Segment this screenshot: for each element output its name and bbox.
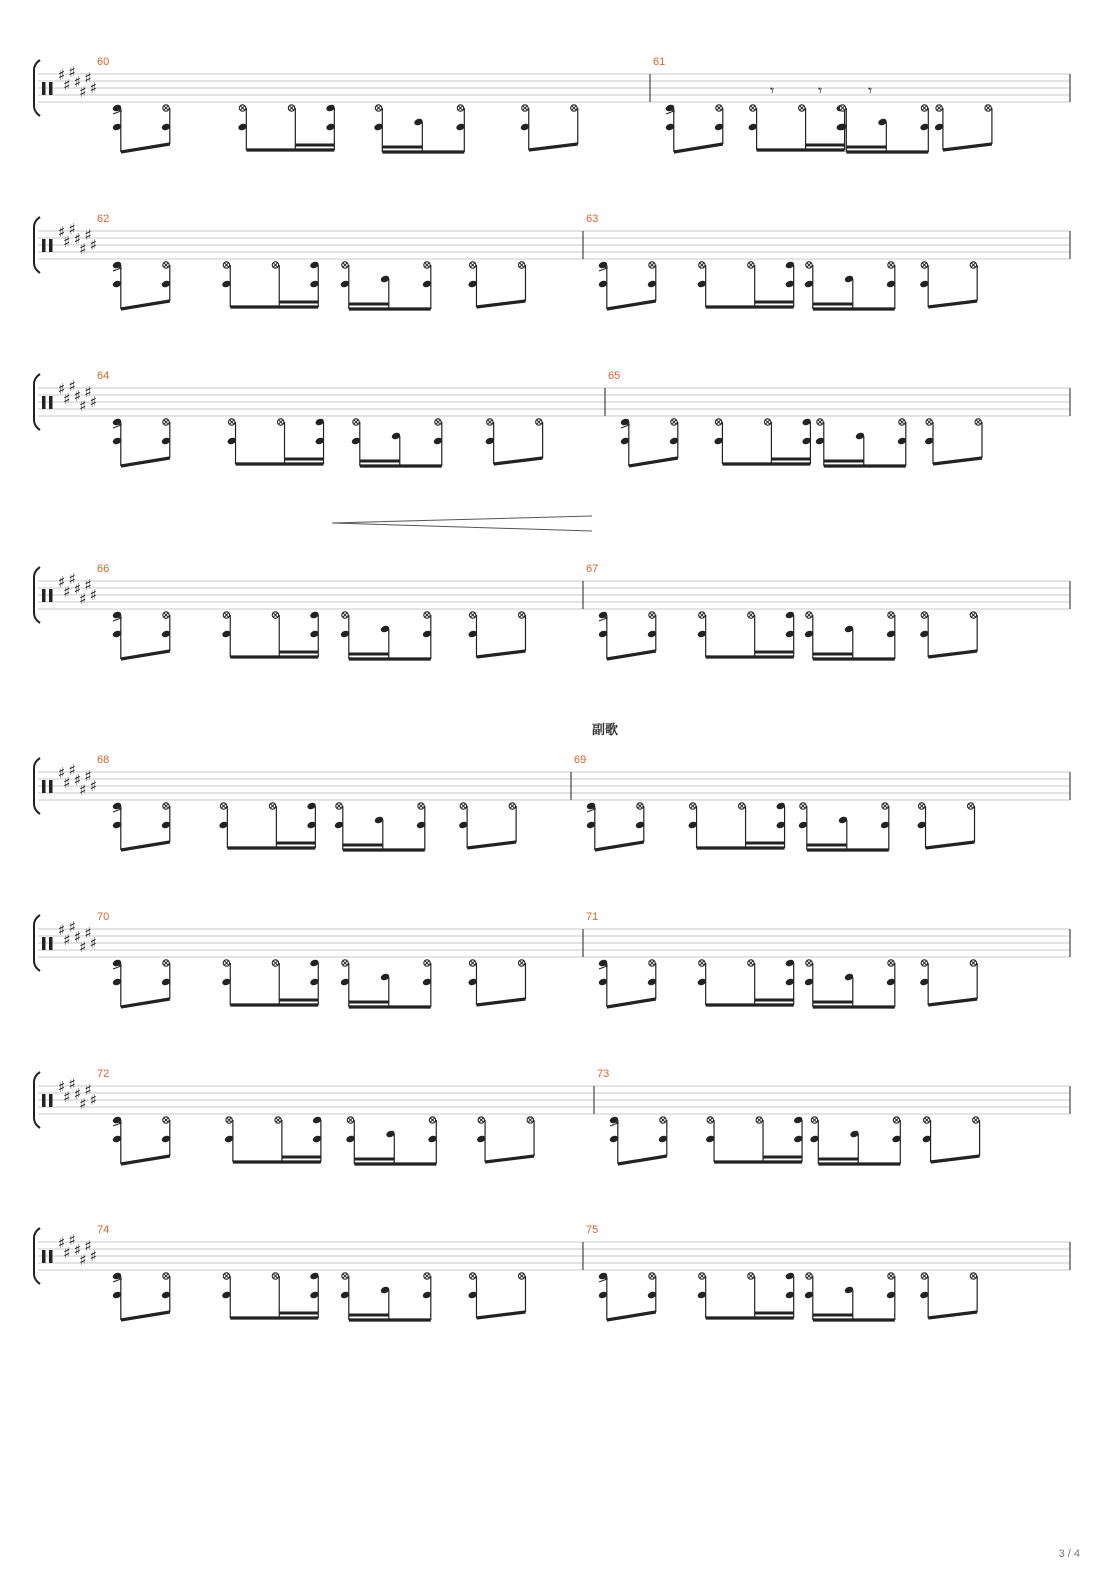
- beat-group: [804, 1273, 896, 1320]
- beam: [607, 651, 656, 659]
- system-7: [34, 1068, 1070, 1164]
- measure-number: 75: [586, 1224, 599, 1236]
- measure-number: 62: [97, 213, 110, 225]
- beat-group: [713, 418, 811, 464]
- system-1: [34, 56, 1070, 152]
- percussion-clef: [42, 82, 46, 95]
- sharp-sign: ♯: [63, 76, 71, 94]
- beam: [529, 144, 578, 150]
- beat-group: [815, 419, 907, 466]
- system-2: [34, 213, 1070, 309]
- beam: [485, 1156, 534, 1162]
- measure-number: 71: [586, 911, 599, 923]
- beat-group: [112, 104, 171, 152]
- beam: [467, 842, 516, 848]
- beam: [933, 458, 982, 464]
- sharp-sign: ♯: [63, 233, 71, 251]
- sharp-sign: ♯: [89, 934, 98, 952]
- beam: [607, 1312, 656, 1320]
- sharp-sign: ♯: [89, 1091, 98, 1109]
- beam: [618, 1156, 667, 1164]
- sharp-sign: ♯: [89, 79, 98, 97]
- sharp-sign: ♯: [58, 764, 66, 782]
- measure-number: 74: [97, 1224, 110, 1236]
- sharp-sign: ♯: [73, 928, 82, 946]
- percussion-clef: [42, 1250, 46, 1263]
- beam: [926, 842, 975, 848]
- sharp-sign: ♯: [68, 63, 76, 81]
- sharp-sign: ♯: [89, 777, 98, 795]
- beat-group: [237, 104, 335, 150]
- beat-group: [485, 419, 543, 464]
- sharp-sign: ♯: [63, 1088, 71, 1106]
- sharp-sign: ♯: [63, 774, 71, 792]
- beam: [607, 301, 656, 309]
- measure-number: 66: [97, 563, 110, 575]
- beam: [931, 1156, 980, 1162]
- beat-group: [340, 262, 432, 309]
- beat-group: [934, 105, 992, 150]
- sharp-sign: ♯: [63, 583, 71, 601]
- beat-group: [351, 419, 443, 466]
- beam: [121, 144, 170, 152]
- beam: [476, 301, 525, 307]
- beat-group: [665, 104, 724, 152]
- percussion-clef: [49, 82, 53, 95]
- percussion-clef: [49, 937, 53, 950]
- eighth-rest: 𝄾: [868, 81, 873, 100]
- sharp-sign: ♯: [84, 383, 92, 401]
- beat-group: [112, 959, 171, 1007]
- beat-group: [345, 1117, 437, 1164]
- beat-group: [697, 959, 795, 1005]
- sharp-sign: ♯: [89, 393, 98, 411]
- measure-number: 67: [586, 563, 599, 575]
- percussion-clef: [49, 780, 53, 793]
- beat-group: [919, 960, 977, 1005]
- beat-group: [112, 418, 171, 466]
- beat-group: [221, 611, 319, 657]
- measure-number: 69: [574, 754, 587, 766]
- beat-group: [112, 611, 171, 659]
- beat-group: [334, 803, 426, 850]
- beat-group: [468, 262, 526, 307]
- beat-group: [468, 1273, 526, 1318]
- beam: [928, 1312, 977, 1318]
- percussion-clef: [49, 1094, 53, 1107]
- sharp-sign: ♯: [79, 1095, 87, 1113]
- beat-group: [468, 960, 526, 1005]
- sharp-sign: ♯: [84, 226, 92, 244]
- sharp-sign: ♯: [58, 380, 66, 398]
- beat-group: [221, 959, 319, 1005]
- beat-group: [688, 802, 786, 848]
- beam: [121, 842, 170, 850]
- sharp-sign: ♯: [79, 83, 87, 101]
- sharp-sign: ♯: [68, 1231, 76, 1249]
- sharp-sign: ♯: [58, 1234, 66, 1252]
- beat-group: [221, 1272, 319, 1318]
- beat-group: [697, 261, 795, 307]
- sharp-sign: ♯: [58, 223, 66, 241]
- sharp-sign: ♯: [58, 573, 66, 591]
- beat-group: [919, 612, 977, 657]
- beam: [476, 999, 525, 1005]
- beat-group: [373, 105, 465, 152]
- beat-group: [598, 1272, 657, 1320]
- beam: [121, 999, 170, 1007]
- beat-group: [221, 261, 319, 307]
- sharp-sign: ♯: [89, 586, 98, 604]
- sharp-sign: ♯: [73, 1241, 82, 1259]
- percussion-clef: [49, 589, 53, 602]
- sharp-sign: ♯: [68, 1075, 76, 1093]
- beat-group: [748, 104, 846, 150]
- eighth-rest: 𝄾: [818, 81, 823, 100]
- system-4: [34, 563, 1070, 659]
- sharp-sign: ♯: [68, 220, 76, 238]
- sharp-sign: ♯: [84, 924, 92, 942]
- beat-group: [112, 1272, 171, 1320]
- beam: [476, 1312, 525, 1318]
- section-label-chorus: 副歌: [591, 723, 618, 738]
- beam: [476, 651, 525, 657]
- beat-group: [340, 960, 432, 1007]
- sharp-sign: ♯: [68, 918, 76, 936]
- beam: [629, 458, 678, 466]
- beam: [121, 301, 170, 309]
- beat-group: [798, 803, 890, 850]
- measure-number: 65: [608, 370, 621, 382]
- measure-number: 70: [97, 911, 110, 923]
- beat-group: [112, 802, 171, 850]
- beat-group: [837, 105, 929, 152]
- beat-group: [598, 959, 657, 1007]
- percussion-clef: [49, 396, 53, 409]
- beam: [607, 999, 656, 1007]
- beam: [121, 1312, 170, 1320]
- sharp-sign: ♯: [84, 69, 92, 87]
- beat-group: [598, 611, 657, 659]
- beat-group: [598, 261, 657, 309]
- sharp-sign: ♯: [68, 570, 76, 588]
- sharp-sign: ♯: [84, 1081, 92, 1099]
- sharp-sign: ♯: [79, 938, 87, 956]
- beat-group: [218, 802, 316, 848]
- sharp-sign: ♯: [63, 1244, 71, 1262]
- sharp-sign: ♯: [73, 771, 82, 789]
- sharp-sign: ♯: [79, 1251, 87, 1269]
- sharp-sign: ♯: [79, 590, 87, 608]
- beat-group: [809, 1117, 901, 1164]
- system-3: [34, 370, 1070, 531]
- beat-group: [919, 1273, 977, 1318]
- sharp-sign: ♯: [68, 761, 76, 779]
- beat-group: [922, 1117, 980, 1162]
- beam: [595, 842, 644, 850]
- crescendo-hairpin: [332, 516, 592, 531]
- percussion-clef: [49, 239, 53, 252]
- measure-number: 72: [97, 1068, 110, 1080]
- percussion-clef: [42, 396, 46, 409]
- sharp-sign: ♯: [89, 1247, 98, 1265]
- beam: [494, 458, 543, 464]
- sharp-sign: ♯: [73, 1085, 82, 1103]
- percussion-clef: [49, 1250, 53, 1263]
- beat-group: [520, 105, 578, 150]
- beat-group: [112, 1116, 171, 1164]
- beat-group: [340, 1273, 432, 1320]
- beat-group: [476, 1117, 534, 1162]
- percussion-clef: [42, 1094, 46, 1107]
- sharp-sign: ♯: [63, 390, 71, 408]
- beam: [121, 651, 170, 659]
- beat-group: [919, 262, 977, 307]
- system-5: [34, 754, 1070, 850]
- measure-number: 64: [97, 370, 110, 382]
- system-6: [34, 911, 1070, 1007]
- beat-group: [227, 418, 325, 464]
- sharp-sign: ♯: [73, 387, 82, 405]
- beat-group: [458, 803, 516, 848]
- sharp-sign: ♯: [84, 767, 92, 785]
- beam: [928, 301, 977, 307]
- beat-group: [340, 612, 432, 659]
- beam: [943, 144, 992, 150]
- percussion-clef: [42, 780, 46, 793]
- page-number: 3 / 4: [1058, 1548, 1080, 1560]
- sharp-sign: ♯: [58, 66, 66, 84]
- beam: [674, 144, 723, 152]
- percussion-clef: [42, 239, 46, 252]
- beam: [928, 999, 977, 1005]
- sharp-sign: ♯: [79, 240, 87, 258]
- beat-group: [586, 802, 645, 850]
- measure-number: 63: [586, 213, 599, 225]
- measure-number: 68: [97, 754, 110, 766]
- beat-group: [609, 1116, 668, 1164]
- beat-group: [697, 611, 795, 657]
- sharp-sign: ♯: [73, 73, 82, 91]
- sharp-sign: ♯: [68, 377, 76, 395]
- eighth-rest: 𝄾: [770, 81, 775, 100]
- beam: [928, 651, 977, 657]
- system-8: [34, 1224, 1070, 1320]
- beat-group: [804, 612, 896, 659]
- beat-group: [804, 262, 896, 309]
- sharp-sign: ♯: [63, 931, 71, 949]
- beat-group: [697, 1272, 795, 1318]
- sharp-sign: ♯: [79, 397, 87, 415]
- beat-group: [468, 612, 526, 657]
- measure-number: 60: [97, 56, 110, 68]
- beat-group: [804, 960, 896, 1007]
- sharp-sign: ♯: [73, 230, 82, 248]
- measure-number: 73: [597, 1068, 610, 1080]
- beat-group: [924, 419, 982, 464]
- beat-group: [917, 803, 975, 848]
- sharp-sign: ♯: [89, 236, 98, 254]
- beat-group: [224, 1116, 322, 1162]
- percussion-clef: [42, 589, 46, 602]
- sharp-sign: ♯: [73, 580, 82, 598]
- sharp-sign: ♯: [84, 576, 92, 594]
- beam: [121, 1156, 170, 1164]
- beam: [121, 458, 170, 466]
- percussion-clef: [42, 937, 46, 950]
- sharp-sign: ♯: [58, 921, 66, 939]
- beat-group: [112, 261, 171, 309]
- beat-group: [705, 1116, 803, 1162]
- measure-number: 61: [653, 56, 666, 68]
- sharp-sign: ♯: [58, 1078, 66, 1096]
- sharp-sign: ♯: [79, 781, 87, 799]
- beat-group: [620, 418, 679, 466]
- rests-measure-61: [770, 81, 872, 100]
- sharp-sign: ♯: [84, 1237, 92, 1255]
